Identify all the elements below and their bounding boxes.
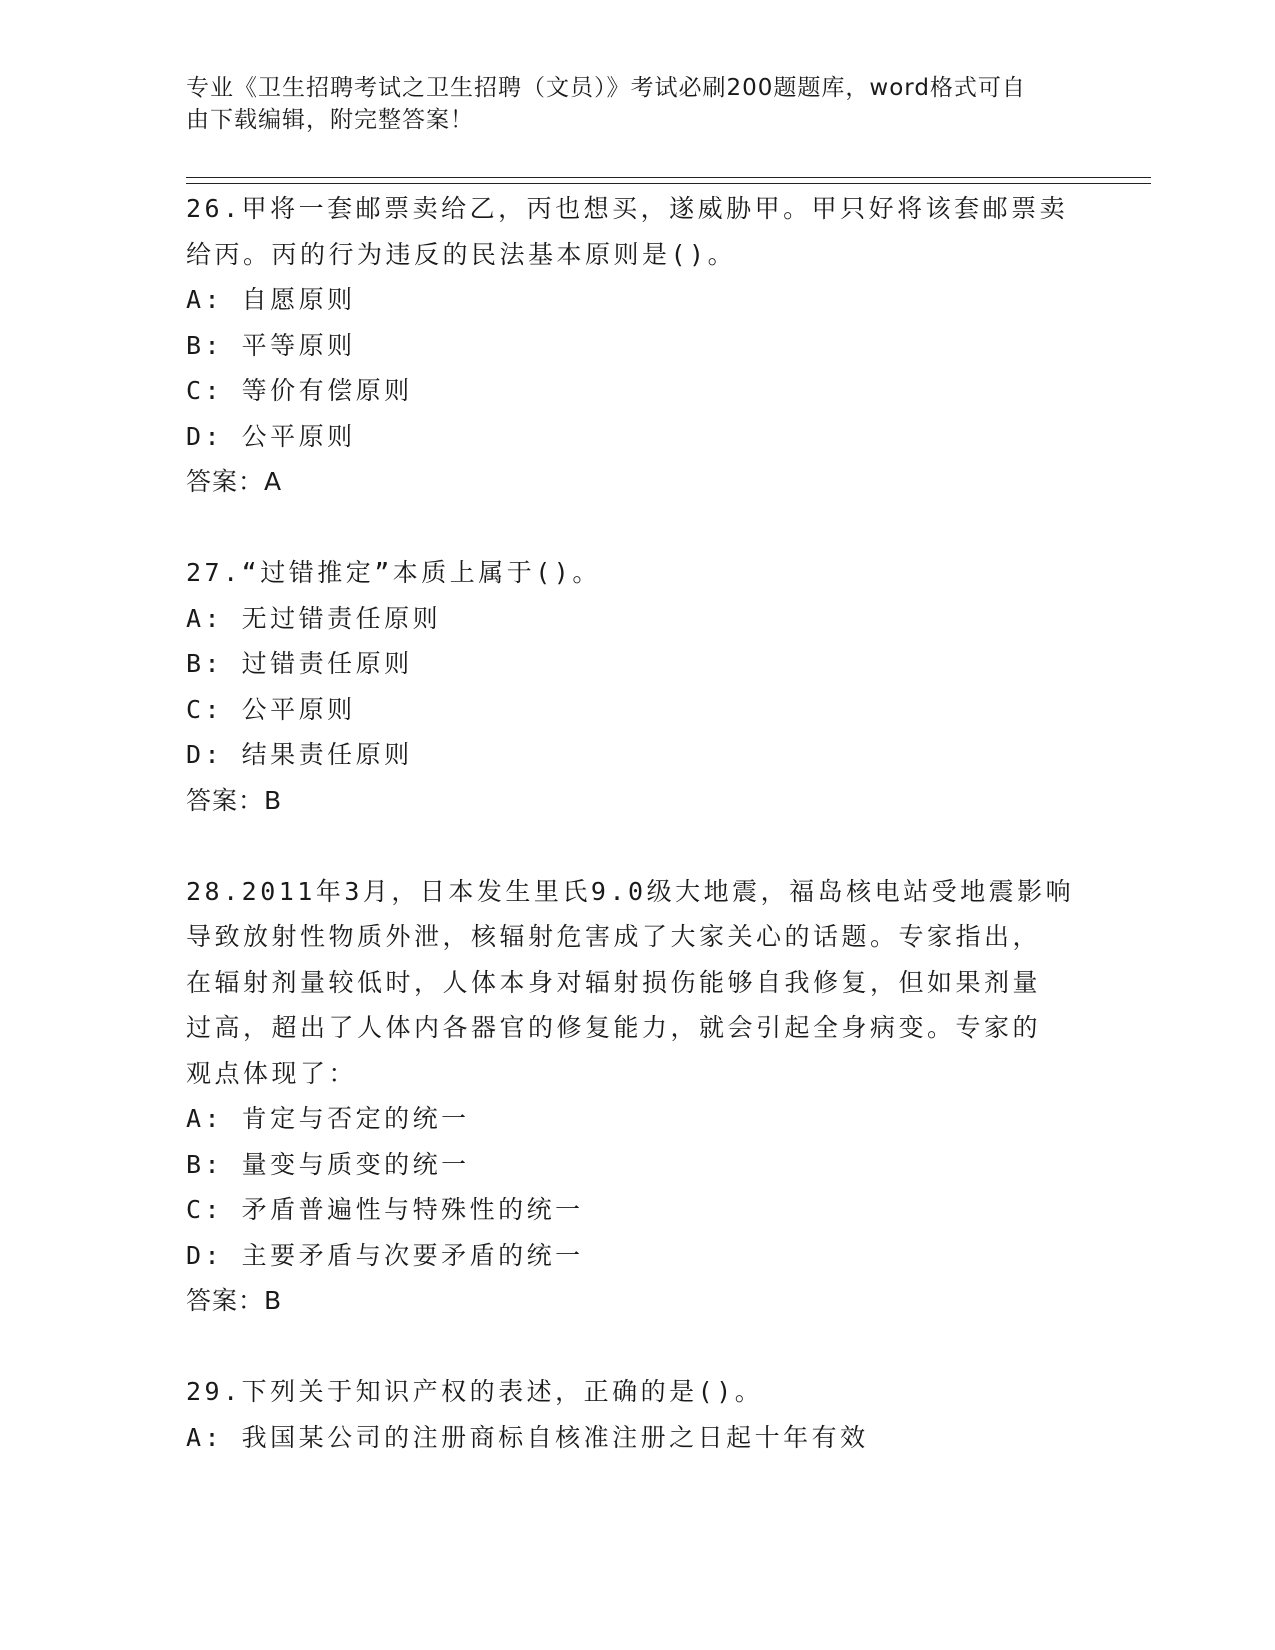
option-c: C: 矛盾普遍性与特殊性的统一 xyxy=(186,1195,584,1224)
option-d: D: 主要矛盾与次要矛盾的统一 xyxy=(186,1240,584,1270)
question-spacer xyxy=(186,1324,1086,1370)
question-stem-line: 29.下列关于知识产权的表述，正确的是()。 xyxy=(186,1377,764,1406)
question-27 xyxy=(186,550,1086,823)
question-list xyxy=(186,186,1086,1460)
question-stem-line: 28.2011年3月，日本发生里氏9.0级大地震，福岛核电站受地震影响 xyxy=(186,876,1075,906)
question-stem-line: 27.“过错推定”本质上属于()。 xyxy=(186,558,601,587)
question-stem-line: 导致放射性物质外泄，核辐射危害成了大家关心的话题。专家指出， xyxy=(186,922,1042,951)
header-divider-bottom xyxy=(186,183,1151,184)
answer-line: 答案：B xyxy=(186,785,283,815)
answer-line: 答案：B xyxy=(186,1286,283,1315)
option-c: C: 等价有偿原则 xyxy=(186,376,413,405)
option-d: D: 公平原则 xyxy=(186,421,356,451)
document-header xyxy=(186,72,1066,136)
header-divider-top xyxy=(186,177,1151,178)
option-a: A: 我国某公司的注册商标自核准注册之日起十年有效 xyxy=(186,1422,869,1452)
question-stem-line: 过高，超出了人体内各器官的修复能力，就会引起全身病变。专家的 xyxy=(186,1013,1042,1042)
option-c: C: 公平原则 xyxy=(186,694,356,724)
option-a: A: 自愿原则 xyxy=(186,285,356,314)
question-spacer xyxy=(186,823,1086,869)
option-a: A: 无过错责任原则 xyxy=(186,603,442,633)
header-line-2: 由下载编辑，附完整答案！ xyxy=(186,107,474,133)
answer-line: 答案：A xyxy=(186,467,283,496)
header-line-1: 专业《卫生招聘考试之卫生招聘（文员）》考试必刷200题题库，word格式可自 xyxy=(186,75,1026,101)
question-26 xyxy=(186,186,1086,505)
question-stem-line: 给丙。丙的行为违反的民法基本原则是()。 xyxy=(186,239,737,269)
option-b: B: 量变与质变的统一 xyxy=(186,1149,470,1179)
question-spacer xyxy=(186,505,1086,551)
question-stem-line: 在辐射剂量较低时，人体本身对辐射损伤能够自我修复，但如果剂量 xyxy=(186,967,1042,997)
option-b: B: 过错责任原则 xyxy=(186,649,413,678)
option-b: B: 平等原则 xyxy=(186,330,356,360)
option-a: A: 肯定与否定的统一 xyxy=(186,1104,470,1133)
question-stem-line: 观点体现了： xyxy=(186,1058,358,1088)
question-stem-line: 26.甲将一套邮票卖给乙，丙也想买，遂威胁甲。甲只好将该套邮票卖 xyxy=(186,194,1069,223)
option-d: D: 结果责任原则 xyxy=(186,740,413,769)
question-29 xyxy=(186,1369,1086,1460)
question-28 xyxy=(186,869,1086,1324)
